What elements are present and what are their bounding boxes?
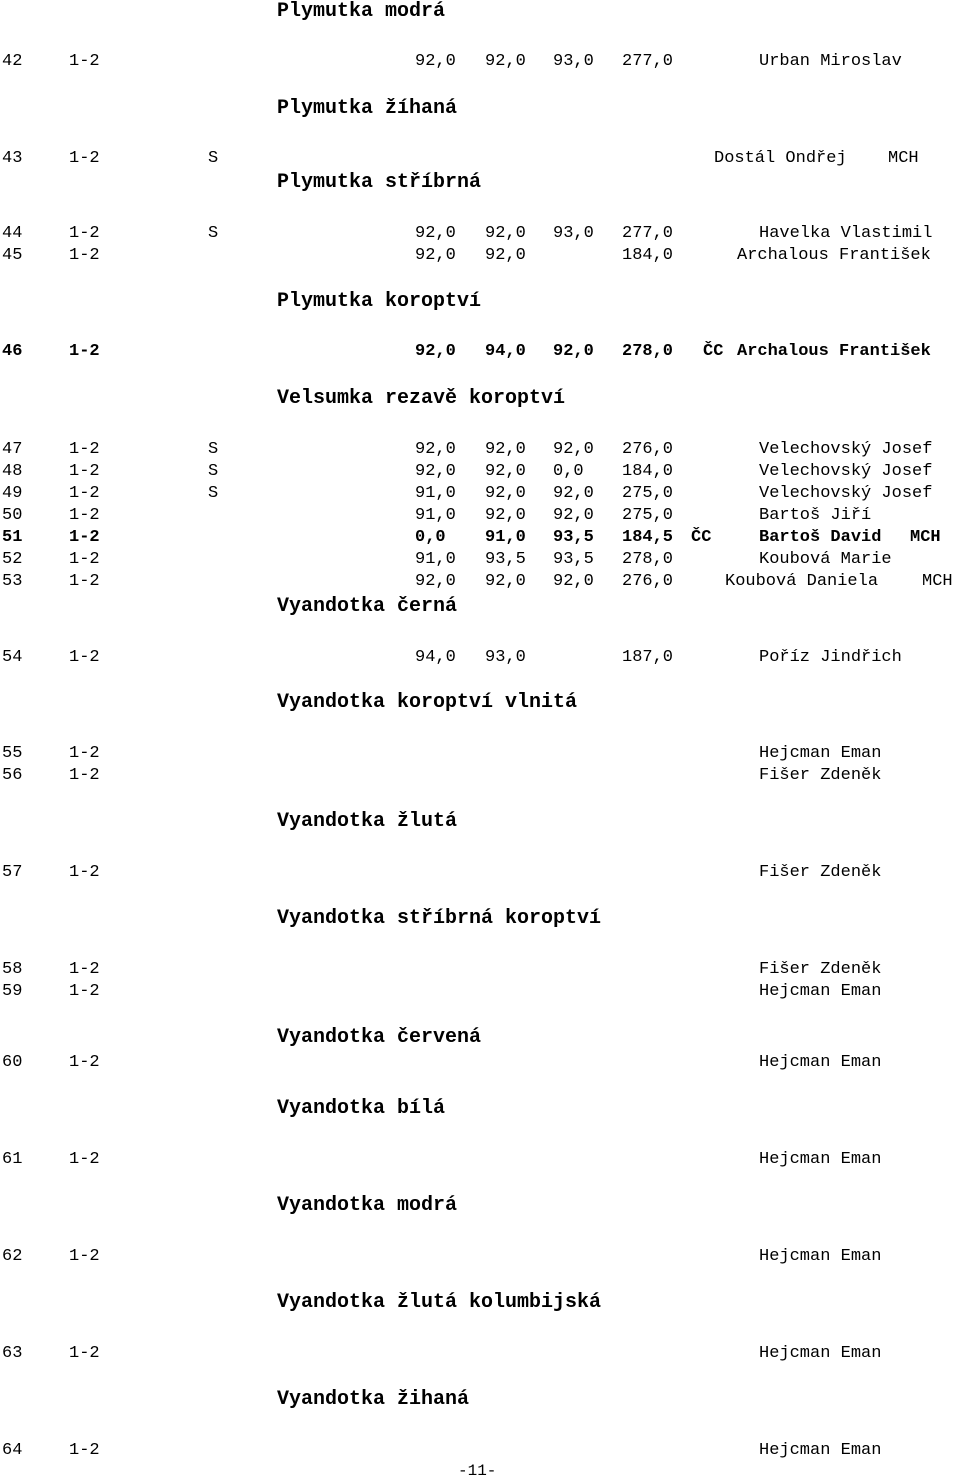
section-heading: Vyandotka žlutá kolumbijská [277, 1291, 602, 1314]
score-2: 92,0 [485, 572, 526, 591]
score-2: 92,0 [485, 224, 526, 243]
score-2: 92,0 [485, 52, 526, 71]
exhibitor-club: MCH [888, 149, 919, 168]
exhibitor-name: Archalous František [737, 246, 931, 265]
entry-sex: 1-2 [69, 982, 100, 1001]
score-3: 92,0 [553, 484, 594, 503]
score-1: 92,0 [415, 462, 456, 481]
score-1: 91,0 [415, 550, 456, 569]
entry-flag: S [208, 440, 219, 459]
entry-number: 60 [2, 1053, 23, 1072]
score-1: 91,0 [415, 484, 456, 503]
score-3: 92,0 [553, 572, 594, 591]
entry-flag: S [208, 149, 219, 168]
score-1: 92,0 [415, 52, 456, 71]
entry-number: 50 [2, 506, 23, 525]
exhibitor-name: Fišer Zdeněk [759, 960, 882, 979]
exhibitor-name: Hejcman Eman [759, 744, 882, 763]
entry-sex: 1-2 [69, 960, 100, 979]
score-1: 92,0 [415, 224, 456, 243]
exhibitor-name: Hejcman Eman [759, 1247, 882, 1266]
award: ČC [703, 342, 724, 361]
score-total: 277,0 [622, 224, 674, 243]
exhibitor-name: Poříz Jindřich [759, 648, 902, 667]
award: ČC [691, 528, 712, 547]
entry-sex: 1-2 [69, 224, 100, 243]
score-2: 94,0 [485, 342, 526, 361]
entry-sex: 1-2 [69, 766, 100, 785]
score-3: 93,5 [553, 550, 594, 569]
score-total: 277,0 [622, 52, 674, 71]
score-3: 93,0 [553, 224, 594, 243]
section-heading: Vyandotka černá [277, 595, 458, 618]
exhibitor-name: Koubová Marie [759, 550, 892, 569]
entry-number: 53 [2, 572, 23, 591]
exhibitor-name: Bartoš Jiří [759, 506, 872, 525]
score-total: 187,0 [622, 648, 674, 667]
entry-sex: 1-2 [69, 342, 100, 361]
section-heading: Plymutka žíhaná [277, 97, 458, 120]
entry-flag: S [208, 224, 219, 243]
section-heading: Velsumka rezavě koroptví [277, 387, 566, 410]
entry-sex: 1-2 [69, 440, 100, 459]
exhibitor-name: Urban Miroslav [759, 52, 902, 71]
page-number: -11- [458, 1462, 497, 1480]
score-3: 92,0 [553, 342, 594, 361]
score-3: 92,0 [553, 440, 594, 459]
section-heading: Vyandotka koroptví vlnitá [277, 691, 578, 714]
entry-number: 54 [2, 648, 23, 667]
exhibitor-club: MCH [922, 572, 953, 591]
score-2: 93,5 [485, 550, 526, 569]
entry-sex: 1-2 [69, 52, 100, 71]
section-heading: Vyandotka žlutá [277, 810, 458, 833]
score-2: 92,0 [485, 506, 526, 525]
exhibitor-name: Havelka Vlastimil [759, 224, 933, 243]
entry-number: 45 [2, 246, 23, 265]
exhibitor-name: Hejcman Eman [759, 1053, 882, 1072]
exhibitor-name: Velechovský Josef [759, 462, 933, 481]
entry-number: 49 [2, 484, 23, 503]
entry-flag: S [208, 484, 219, 503]
score-1: 92,0 [415, 342, 456, 361]
section-heading: Plymutka modrá [277, 0, 446, 23]
score-1: 94,0 [415, 648, 456, 667]
score-2: 92,0 [485, 440, 526, 459]
entry-number: 47 [2, 440, 23, 459]
exhibitor-club: MCH [910, 528, 941, 547]
exhibitor-name: Hejcman Eman [759, 1150, 882, 1169]
entry-number: 61 [2, 1150, 23, 1169]
score-3: 93,0 [553, 52, 594, 71]
score-total: 278,0 [622, 550, 674, 569]
entry-number: 63 [2, 1344, 23, 1363]
score-2: 92,0 [485, 484, 526, 503]
exhibitor-name: Fišer Zdeněk [759, 863, 882, 882]
score-total: 184,0 [622, 462, 674, 481]
score-2: 92,0 [485, 246, 526, 265]
entry-number: 52 [2, 550, 23, 569]
score-total: 276,0 [622, 440, 674, 459]
score-total: 184,0 [622, 246, 674, 265]
entry-number: 62 [2, 1247, 23, 1266]
entry-number: 58 [2, 960, 23, 979]
exhibitor-name: Hejcman Eman [759, 1344, 882, 1363]
section-heading: Vyandotka žihaná [277, 1388, 470, 1411]
score-1: 92,0 [415, 572, 456, 591]
score-total: 276,0 [622, 572, 674, 591]
score-total: 275,0 [622, 506, 674, 525]
section-heading: Vyandotka stříbrná koroptví [277, 907, 602, 930]
exhibitor-name: Hejcman Eman [759, 982, 882, 1001]
exhibitor-name: Dostál Ondřej [714, 149, 847, 168]
entry-sex: 1-2 [69, 744, 100, 763]
score-total: 184,5 [622, 528, 674, 547]
entry-number: 42 [2, 52, 23, 71]
entry-sex: 1-2 [69, 1344, 100, 1363]
entry-sex: 1-2 [69, 550, 100, 569]
exhibitor-name: Koubová Daniela [725, 572, 879, 591]
entry-sex: 1-2 [69, 528, 100, 547]
score-3: 92,0 [553, 506, 594, 525]
entry-number: 64 [2, 1441, 23, 1460]
entry-number: 57 [2, 863, 23, 882]
entry-number: 59 [2, 982, 23, 1001]
entry-sex: 1-2 [69, 648, 100, 667]
entry-sex: 1-2 [69, 506, 100, 525]
entry-number: 46 [2, 342, 23, 361]
exhibitor-name: Hejcman Eman [759, 1441, 882, 1460]
score-3: 0,0 [553, 462, 584, 481]
entry-sex: 1-2 [69, 863, 100, 882]
entry-number: 51 [2, 528, 23, 547]
entry-sex: 1-2 [69, 1053, 100, 1072]
score-2: 91,0 [485, 528, 526, 547]
entry-number: 44 [2, 224, 23, 243]
section-heading: Vyandotka modrá [277, 1194, 458, 1217]
section-heading: Vyandotka červená [277, 1026, 482, 1049]
score-1: 92,0 [415, 440, 456, 459]
entry-sex: 1-2 [69, 246, 100, 265]
score-1: 0,0 [415, 528, 446, 547]
score-2: 93,0 [485, 648, 526, 667]
entry-flag: S [208, 462, 219, 481]
entry-sex: 1-2 [69, 484, 100, 503]
score-3: 93,5 [553, 528, 594, 547]
entry-sex: 1-2 [69, 1247, 100, 1266]
entry-sex: 1-2 [69, 572, 100, 591]
entry-sex: 1-2 [69, 1441, 100, 1460]
exhibitor-name: Archalous František [737, 342, 931, 361]
entry-sex: 1-2 [69, 149, 100, 168]
entry-number: 48 [2, 462, 23, 481]
exhibitor-name: Velechovský Josef [759, 484, 933, 503]
exhibitor-name: Velechovský Josef [759, 440, 933, 459]
score-total: 275,0 [622, 484, 674, 503]
entry-number: 43 [2, 149, 23, 168]
score-1: 92,0 [415, 246, 456, 265]
score-1: 91,0 [415, 506, 456, 525]
entry-sex: 1-2 [69, 462, 100, 481]
entry-sex: 1-2 [69, 1150, 100, 1169]
exhibitor-name: Bartoš David [759, 528, 882, 547]
entry-number: 56 [2, 766, 23, 785]
entry-number: 55 [2, 744, 23, 763]
section-heading: Plymutka stříbrná [277, 171, 482, 194]
score-2: 92,0 [485, 462, 526, 481]
score-total: 278,0 [622, 342, 674, 361]
section-heading: Plymutka koroptví [277, 290, 482, 313]
exhibitor-name: Fišer Zdeněk [759, 766, 882, 785]
section-heading: Vyandotka bílá [277, 1097, 446, 1120]
